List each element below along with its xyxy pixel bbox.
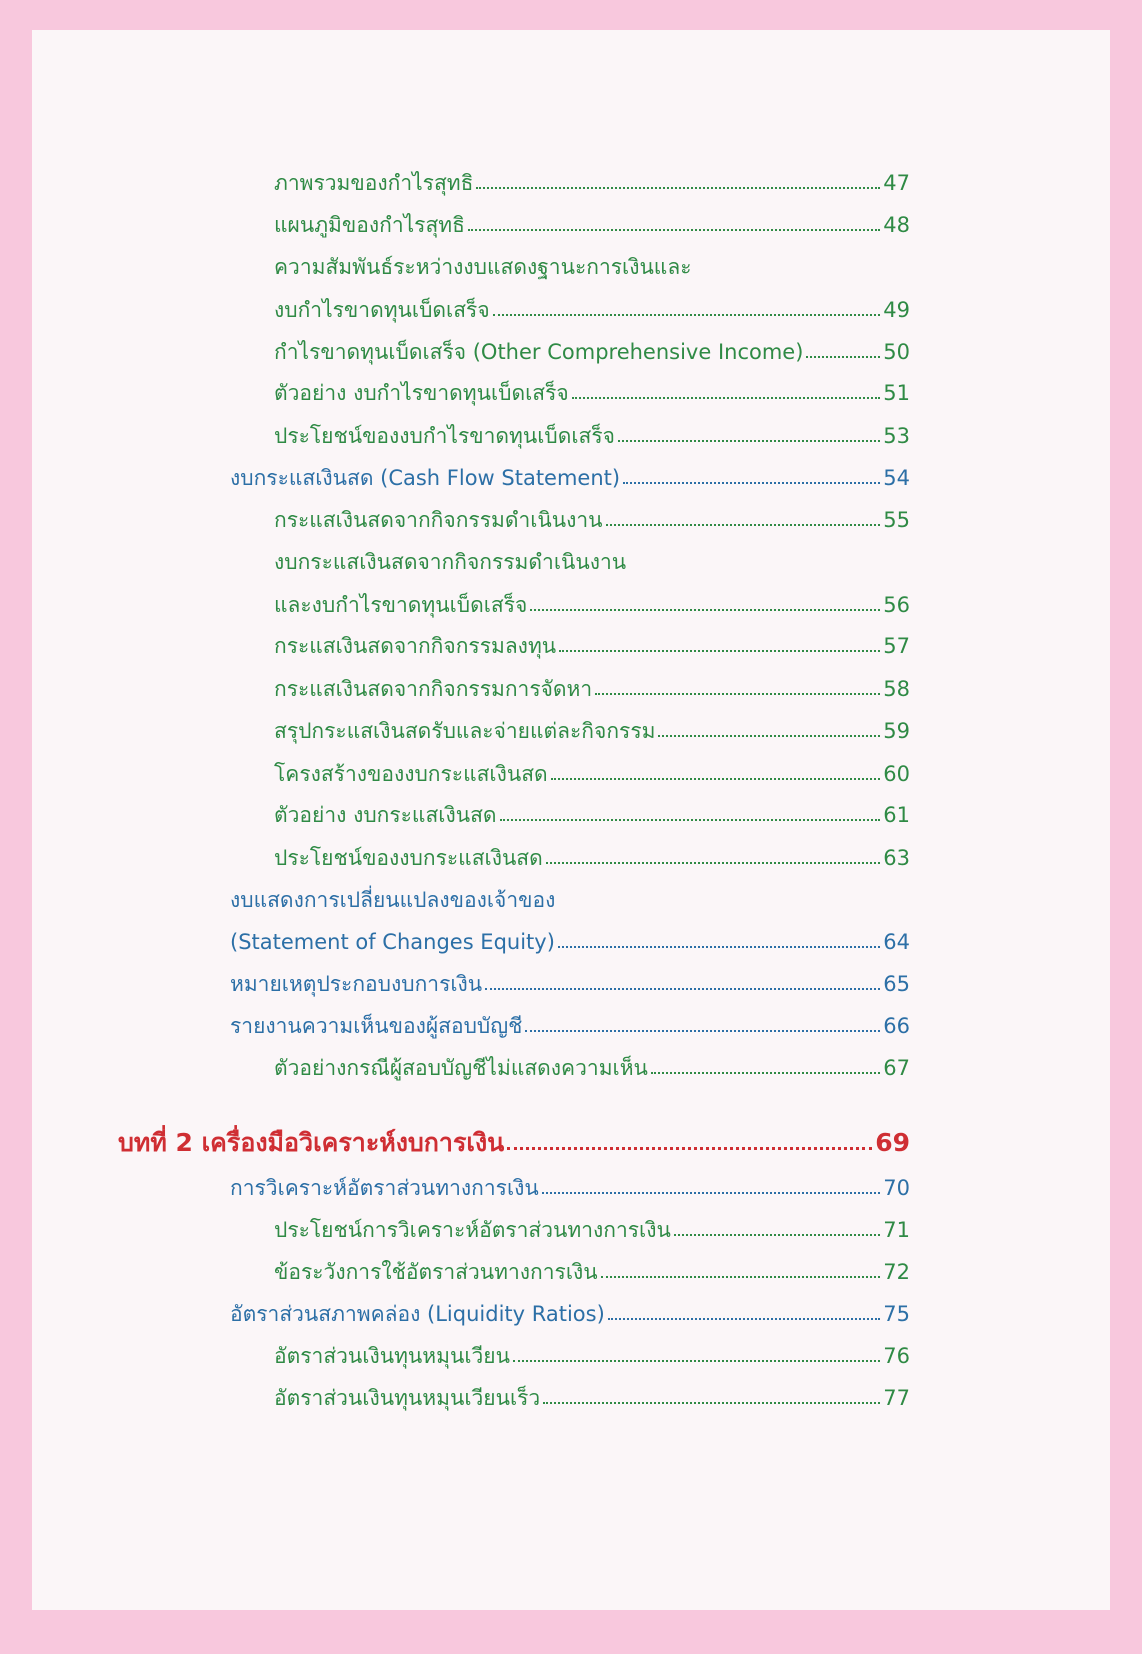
toc-entry-label: งบกระแสเงินสด (Cash Flow Statement): [230, 465, 621, 490]
dot-leader: [530, 609, 880, 611]
toc-entry-page: 48: [883, 212, 910, 237]
toc-entry-label: และงบกำไรขาดทุนเบ็ดเสร็จ: [274, 592, 528, 617]
toc-entry-label: ข้อระวังการใช้อัตราส่วนทางการเงิน: [274, 1259, 598, 1284]
toc-entry-page: 76: [883, 1343, 910, 1368]
toc-entry-label: การวิเคราะห์อัตราส่วนทางการเงิน: [230, 1175, 539, 1200]
dot-leader: [543, 1402, 880, 1404]
dot-leader: [525, 1030, 880, 1032]
toc-entry-label: งบกระแสเงินสดจากกิจกรรมดำเนินงาน: [274, 549, 627, 574]
toc-entry-label: ประโยชน์ของงบกระแสเงินสด: [274, 845, 543, 870]
chapter-title: บทที่ 2 เครื่องมือวิเคราะห์งบการเงิน: [118, 1128, 505, 1157]
toc-entry-label: อัตราส่วนสภาพคล่อง (Liquidity Ratios): [230, 1301, 605, 1326]
toc-entry-page: 57: [883, 633, 910, 658]
dot-leader: [559, 650, 880, 652]
toc-entry-label: ความสัมพันธ์ระหว่างงบแสดงฐานะการเงินและ: [274, 254, 692, 279]
toc-entry-label: ตัวอย่างกรณีผู้สอบบัญชีไม่แสดงความเห็น: [274, 1055, 648, 1080]
toc-entry-page: 47: [883, 170, 910, 195]
toc-entry[interactable]: [274, 368, 910, 406]
toc-entry-label: งบกำไรขาดทุนเบ็ดเสร็จ: [274, 297, 490, 322]
dot-leader: [674, 1234, 880, 1236]
chapter-page: 69: [875, 1128, 910, 1157]
toc-entry[interactable]: [274, 411, 910, 449]
toc-entry-page: 63: [883, 845, 910, 870]
toc-entry[interactable]: [274, 537, 910, 575]
toc-entry[interactable]: [274, 706, 910, 744]
dot-leader: [623, 482, 880, 484]
toc-entry-page: 55: [883, 507, 910, 532]
toc-entry-label: สรุปกระแสเงินสดรับและจ่ายแต่ละกิจกรรม: [274, 718, 656, 743]
toc-entry[interactable]: [230, 1163, 910, 1201]
toc-entry[interactable]: [274, 664, 910, 702]
dot-leader: [542, 1192, 881, 1194]
toc-entry-label: โครงสร้างของงบกระแสเงินสด: [274, 761, 548, 786]
toc-entry-page: 64: [883, 929, 910, 954]
dot-leader: [513, 1360, 880, 1362]
toc-entry[interactable]: [274, 1247, 910, 1285]
toc-entry[interactable]: [274, 242, 910, 280]
dot-leader: [500, 819, 881, 821]
toc-entry-label: ตัวอย่าง งบกำไรขาดทุนเบ็ดเสร็จ: [274, 380, 569, 405]
toc-entry[interactable]: [230, 1001, 910, 1039]
toc-entry-label: ตัวอย่าง งบกระแสเงินสด: [274, 802, 497, 827]
toc-entry-page: 71: [883, 1217, 910, 1242]
toc-entry[interactable]: [274, 580, 910, 618]
toc-entry-page: 53: [883, 423, 910, 448]
toc-entry[interactable]: [274, 327, 910, 365]
dot-leader: [551, 778, 881, 780]
table-of-contents: [32, 30, 1110, 1610]
dot-leader: [493, 314, 881, 316]
toc-entry-label: แผนภูมิของกำไรสุทธิ: [274, 212, 465, 237]
toc-entry[interactable]: [274, 200, 910, 238]
toc-entry[interactable]: [274, 1205, 910, 1243]
dot-leader: [485, 988, 880, 990]
toc-entry[interactable]: [274, 790, 910, 828]
toc-entry-label: อัตราส่วนเงินทุนหมุนเวียนเร็ว: [274, 1385, 541, 1410]
toc-entry-label: รายงานความเห็นของผู้สอบบัญชี: [230, 1013, 523, 1038]
toc-entry-label: งบแสดงการเปลี่ยนแปลงของเจ้าของ: [230, 887, 556, 912]
toc-entry-page: 72: [883, 1259, 910, 1284]
toc-entry-page: 61: [883, 802, 910, 827]
toc-entry-label: หมายเหตุประกอบงบการเงิน: [230, 971, 483, 996]
toc-entry-label: อัตราส่วนเงินทุนหมุนเวียน: [274, 1343, 510, 1368]
toc-entry-page: 70: [883, 1175, 910, 1200]
toc-entry[interactable]: [274, 1331, 910, 1369]
toc-entry-page: 49: [883, 297, 910, 322]
toc-entry-page: 54: [883, 465, 910, 490]
toc-entry[interactable]: [230, 875, 910, 913]
dot-leader: [606, 524, 881, 526]
toc-entry[interactable]: [274, 285, 910, 323]
toc-entry[interactable]: [274, 749, 910, 787]
toc-entry-page: 60: [883, 761, 910, 786]
toc-entry-page: 58: [883, 676, 910, 701]
toc-entry-page: 56: [883, 592, 910, 617]
toc-entry-label: กระแสเงินสดจากกิจกรรมลงทุน: [274, 633, 557, 658]
toc-entry[interactable]: [274, 621, 910, 659]
toc-entry-label: กระแสเงินสดจากกิจกรรมดำเนินงาน: [274, 507, 603, 532]
dot-leader: [608, 1318, 880, 1320]
toc-entry-label: ประโยชน์ของงบกำไรขาดทุนเบ็ดเสร็จ: [274, 423, 615, 448]
toc-entry-label: กระแสเงินสดจากกิจกรรมการจัดหา: [274, 676, 593, 701]
toc-entry-label: กำไรขาดทุนเบ็ดเสร็จ (Other Comprehensive Income): [274, 339, 804, 364]
dot-leader: [476, 187, 880, 189]
dot-leader: [658, 735, 880, 737]
toc-entry-page: 67: [883, 1055, 910, 1080]
toc-entry-page: 65: [883, 971, 910, 996]
toc-entry-label: ประโยชน์การวิเคราะห์อัตราส่วนทางการเงิน: [274, 1217, 671, 1242]
dot-leader: [572, 397, 881, 399]
toc-entry[interactable]: [274, 495, 910, 533]
page: [32, 30, 1110, 1610]
toc-entry-page: 77: [883, 1385, 910, 1410]
toc-entry[interactable]: [230, 917, 910, 955]
dot-leader: [595, 693, 880, 695]
toc-chapter-entry[interactable]: [118, 1114, 910, 1158]
toc-entry[interactable]: [274, 833, 910, 871]
toc-entry-page: 75: [883, 1301, 910, 1326]
toc-entry[interactable]: [230, 1289, 910, 1327]
toc-entry-page: 50: [883, 339, 910, 364]
dot-leader: [618, 440, 880, 442]
toc-entry[interactable]: [274, 158, 910, 196]
toc-entry-page: 59: [883, 718, 910, 743]
toc-entry[interactable]: [274, 1043, 910, 1081]
dot-leader: [546, 862, 881, 864]
dot-leader: [468, 229, 880, 231]
toc-entry[interactable]: [274, 1373, 910, 1411]
toc-entry-label: (Statement of Changes Equity): [230, 929, 555, 954]
dot-leader: [651, 1072, 880, 1074]
dot-leader: [806, 356, 880, 358]
toc-entry[interactable]: [230, 959, 910, 997]
dot-leader: [507, 1147, 872, 1150]
dot-leader: [558, 946, 880, 948]
toc-entry-page: 51: [883, 380, 910, 405]
toc-entry-label: ภาพรวมของกำไรสุทธิ: [274, 170, 474, 195]
dot-leader: [601, 1276, 881, 1278]
toc-entry-page: 66: [883, 1013, 910, 1038]
toc-entry[interactable]: [230, 453, 910, 491]
